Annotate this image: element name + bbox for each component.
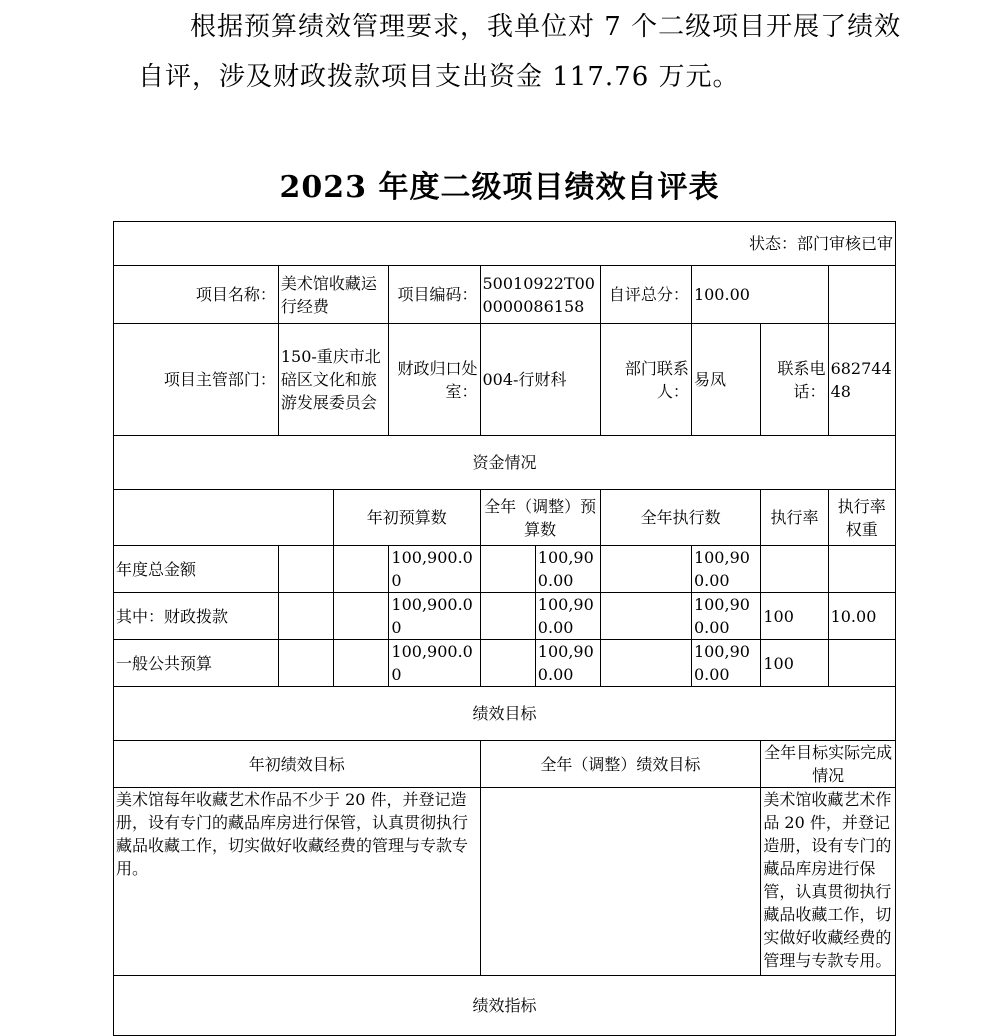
cell-executed: 100,900.00 xyxy=(691,640,760,687)
initial-goal-text: 美术馆每年收藏艺术作品不少于 20 件，并登记造册，设有专门的藏品库房进行保管，认真贯彻执行藏品收藏工作，切实做好收藏经费的管理与专款专用。 xyxy=(114,788,481,976)
office-value: 004-行财科 xyxy=(480,324,600,436)
header-adjusted-budget: 全年（调整）预算数 xyxy=(480,490,600,546)
intro-line-2: 自评，涉及财政拨款项目支出资金 117.76 万元。 xyxy=(138,62,740,92)
empty-cell xyxy=(278,546,333,593)
header-adjusted-goal: 全年（调整）绩效目标 xyxy=(480,741,761,788)
dept-label: 项目主管部门： xyxy=(114,324,279,436)
phone-value: 68274448 xyxy=(828,324,895,436)
row-label: 年度总金额 xyxy=(114,546,279,593)
cell-initial: 100,900.00 xyxy=(389,593,480,640)
empty-cell xyxy=(334,640,389,687)
evaluation-table xyxy=(113,221,896,1036)
empty-cell xyxy=(334,593,389,640)
cell-rate: 100 xyxy=(761,593,828,640)
project-name-label: 项目名称： xyxy=(114,266,279,324)
goals-section-title: 绩效目标 xyxy=(114,687,896,741)
table-row xyxy=(114,640,896,687)
cell-executed: 100,900.00 xyxy=(691,546,760,593)
empty-cell xyxy=(828,266,895,324)
dept-value: 150-重庆市北碚区文化和旅游发展委员会 xyxy=(278,324,389,436)
empty-cell xyxy=(600,546,691,593)
empty-cell xyxy=(480,593,535,640)
header-rate: 执行率 xyxy=(761,490,828,546)
self-score-value: 100.00 xyxy=(691,266,828,324)
adjusted-goal-text xyxy=(480,788,761,976)
office-label: 财政归口处室： xyxy=(389,324,480,436)
empty-cell xyxy=(278,593,333,640)
contact-value: 易凤 xyxy=(691,324,760,436)
phone-label: 联系电话： xyxy=(761,324,828,436)
cell-weight xyxy=(828,640,895,687)
contact-label: 部门联系人： xyxy=(600,324,691,436)
cell-weight xyxy=(828,546,895,593)
cell-adjusted: 100,900.00 xyxy=(535,640,600,687)
funds-header-blank xyxy=(114,490,334,546)
cell-adjusted: 100,900.00 xyxy=(535,546,600,593)
header-actual: 全年目标实际完成情况 xyxy=(761,741,896,788)
cell-executed: 100,900.00 xyxy=(691,593,760,640)
intro-line-1: 根据预算绩效管理要求，我单位对 7 个二级项目开展了绩效 xyxy=(190,12,902,42)
empty-cell xyxy=(480,640,535,687)
cell-initial: 100,900.00 xyxy=(389,546,480,593)
row-label: 其中：财政拨款 xyxy=(114,593,279,640)
status-text: 状态：部门审核已审 xyxy=(114,222,896,266)
project-name-value: 美术馆收藏运行经费 xyxy=(278,266,389,324)
empty-cell xyxy=(600,593,691,640)
cell-rate: 100 xyxy=(761,640,828,687)
actual-completion-text: 美术馆收藏艺术作品 20 件，并登记造册，设有专门的藏品库房进行保管，认真贯彻执行藏品收藏工作，切实做好收藏经费的管理与专款专用。 xyxy=(761,788,896,976)
header-weight: 执行率权重 xyxy=(828,490,895,546)
funds-section-title: 资金情况 xyxy=(114,436,896,490)
cell-weight: 10.00 xyxy=(828,593,895,640)
table-row xyxy=(114,593,896,640)
empty-cell xyxy=(334,546,389,593)
cell-adjusted: 100,900.00 xyxy=(535,593,600,640)
header-initial-goal: 年初绩效目标 xyxy=(114,741,481,788)
page-title: 2023 年度二级项目绩效自评表 xyxy=(279,170,720,205)
project-code-label: 项目编码： xyxy=(389,266,480,324)
header-executed: 全年执行数 xyxy=(600,490,760,546)
project-code-value: 50010922T000000086158 xyxy=(480,266,600,324)
indicators-section-title: 绩效指标 xyxy=(114,976,896,1036)
cell-initial: 100,900.00 xyxy=(389,640,480,687)
cell-rate xyxy=(761,546,828,593)
table-row xyxy=(114,546,896,593)
empty-cell xyxy=(480,546,535,593)
row-label: 一般公共预算 xyxy=(114,640,279,687)
header-initial-budget: 年初预算数 xyxy=(334,490,480,546)
empty-cell xyxy=(278,640,333,687)
empty-cell xyxy=(600,640,691,687)
self-score-label: 自评总分： xyxy=(600,266,691,324)
